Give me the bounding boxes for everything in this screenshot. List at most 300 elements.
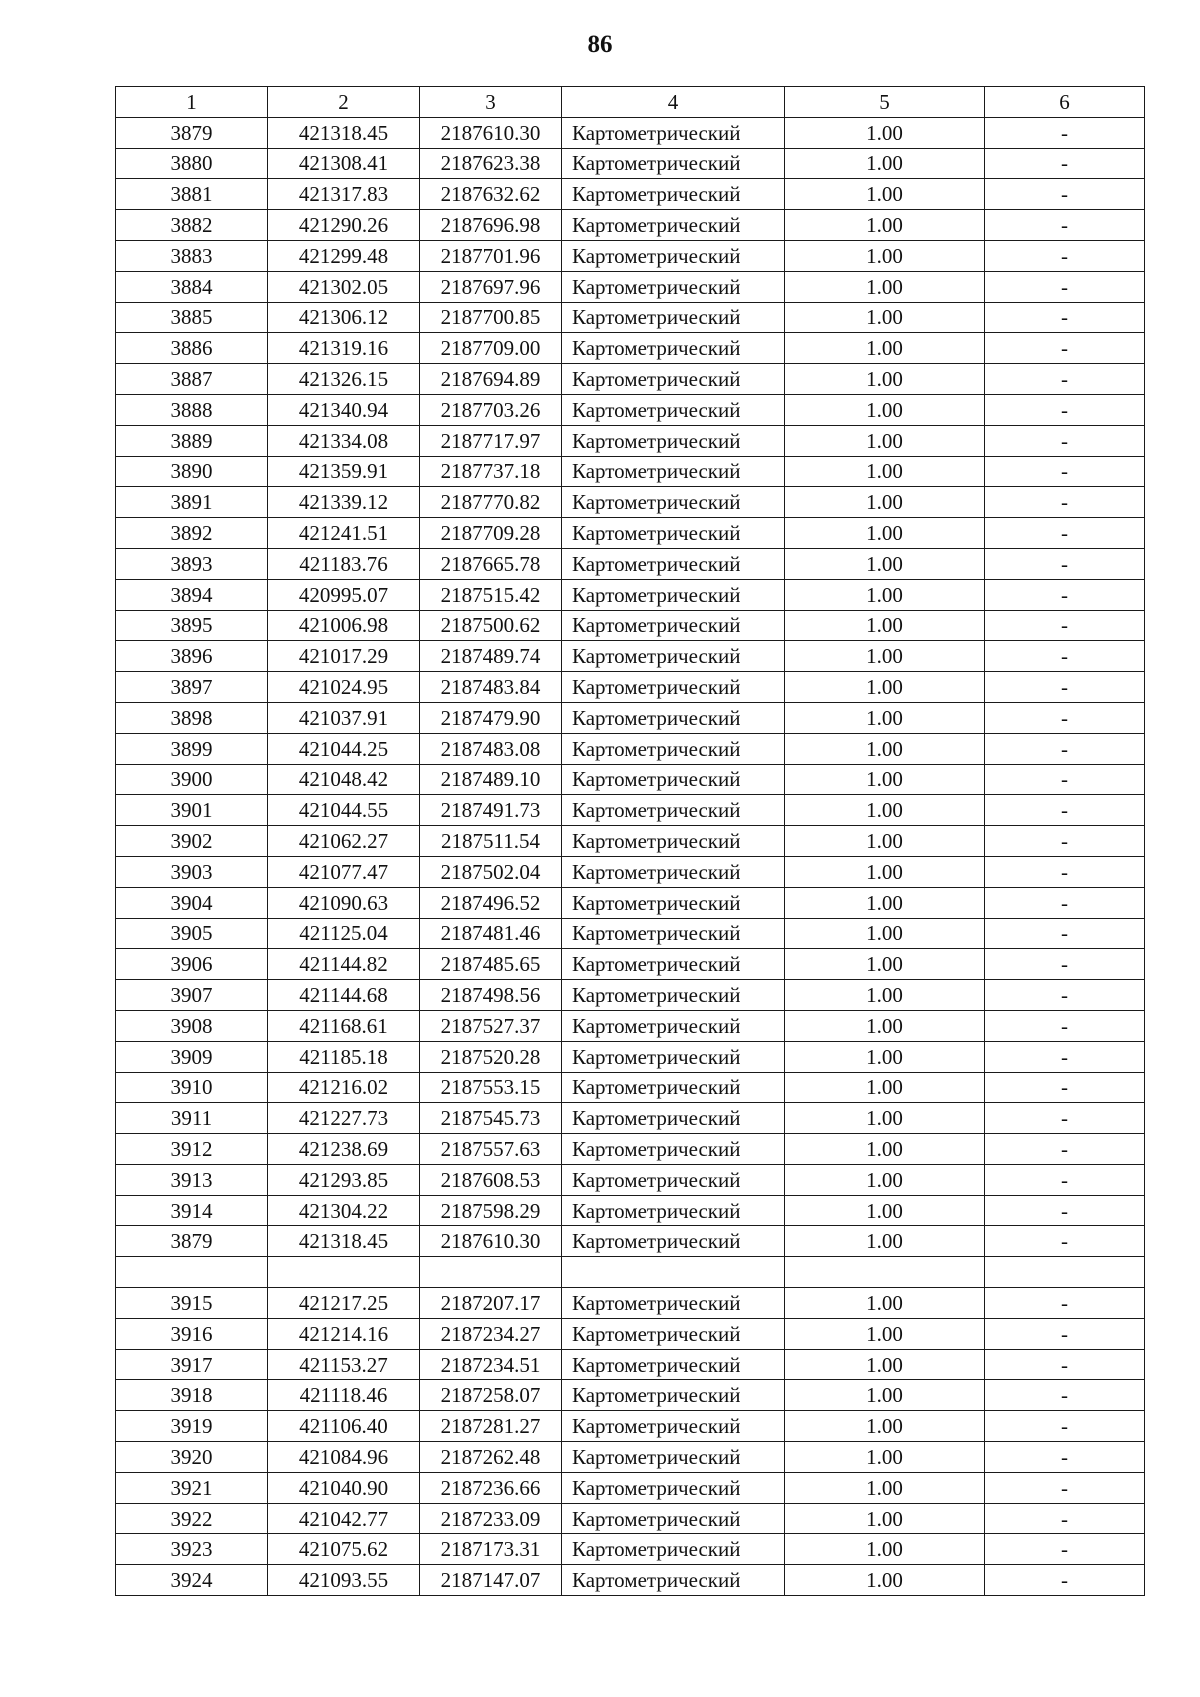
accuracy-cell: 1.00 [785, 1226, 985, 1257]
method-cell: Картометрический [562, 764, 785, 795]
point-number-cell: 3902 [116, 826, 268, 857]
x-coordinate-cell: 421093.55 [268, 1565, 420, 1596]
y-coordinate-cell: 2187233.09 [420, 1503, 562, 1534]
table-row [116, 179, 1145, 210]
accuracy-cell: 1.00 [785, 1349, 985, 1380]
table-row [116, 1195, 1145, 1226]
table-cell [562, 1257, 785, 1288]
point-number-cell: 3901 [116, 795, 268, 826]
note-cell: - [985, 733, 1145, 764]
y-coordinate-cell: 2187234.51 [420, 1349, 562, 1380]
accuracy-cell: 1.00 [785, 1288, 985, 1319]
x-coordinate-cell: 421299.48 [268, 240, 420, 271]
x-coordinate-cell: 421062.27 [268, 826, 420, 857]
method-cell: Картометрический [562, 949, 785, 980]
table-row [116, 240, 1145, 271]
table-row [116, 887, 1145, 918]
point-number-cell: 3906 [116, 949, 268, 980]
table-row [116, 764, 1145, 795]
point-number-cell: 3881 [116, 179, 268, 210]
note-cell: - [985, 579, 1145, 610]
y-coordinate-cell: 2187500.62 [420, 610, 562, 641]
x-coordinate-cell: 421238.69 [268, 1134, 420, 1165]
point-number-cell: 3919 [116, 1411, 268, 1442]
accuracy-cell: 1.00 [785, 1041, 985, 1072]
x-coordinate-cell: 421040.90 [268, 1472, 420, 1503]
note-cell: - [985, 364, 1145, 395]
y-coordinate-cell: 2187610.30 [420, 1226, 562, 1257]
method-cell: Картометрический [562, 364, 785, 395]
point-number-cell: 3897 [116, 672, 268, 703]
note-cell: - [985, 271, 1145, 302]
x-coordinate-cell: 421077.47 [268, 856, 420, 887]
x-coordinate-cell: 421293.85 [268, 1164, 420, 1195]
note-cell: - [985, 1534, 1145, 1565]
y-coordinate-cell: 2187262.48 [420, 1442, 562, 1473]
note-cell: - [985, 980, 1145, 1011]
method-cell: Картометрический [562, 887, 785, 918]
method-cell: Картометрический [562, 456, 785, 487]
point-number-cell: 3893 [116, 548, 268, 579]
note-cell: - [985, 1195, 1145, 1226]
point-number-cell: 3921 [116, 1472, 268, 1503]
accuracy-cell: 1.00 [785, 1442, 985, 1473]
header-row [116, 87, 1145, 118]
y-coordinate-cell: 2187173.31 [420, 1534, 562, 1565]
method-cell: Картометрический [562, 179, 785, 210]
accuracy-cell: 1.00 [785, 702, 985, 733]
x-coordinate-cell: 421090.63 [268, 887, 420, 918]
table-row [116, 271, 1145, 302]
table-row [116, 1072, 1145, 1103]
y-coordinate-cell: 2187491.73 [420, 795, 562, 826]
y-coordinate-cell: 2187207.17 [420, 1288, 562, 1319]
table-row [116, 1442, 1145, 1473]
note-cell: - [985, 1411, 1145, 1442]
point-number-cell: 3900 [116, 764, 268, 795]
y-coordinate-cell: 2187701.96 [420, 240, 562, 271]
accuracy-cell: 1.00 [785, 210, 985, 241]
point-number-cell: 3883 [116, 240, 268, 271]
y-coordinate-cell: 2187608.53 [420, 1164, 562, 1195]
point-number-cell: 3924 [116, 1565, 268, 1596]
note-cell: - [985, 1134, 1145, 1165]
x-coordinate-cell: 421334.08 [268, 425, 420, 456]
note-cell: - [985, 1318, 1145, 1349]
y-coordinate-cell: 2187281.27 [420, 1411, 562, 1442]
method-cell: Картометрический [562, 240, 785, 271]
accuracy-cell: 1.00 [785, 1534, 985, 1565]
note-cell: - [985, 702, 1145, 733]
x-coordinate-cell: 421290.26 [268, 210, 420, 241]
x-coordinate-cell: 421308.41 [268, 148, 420, 179]
method-cell: Картометрический [562, 1472, 785, 1503]
accuracy-cell: 1.00 [785, 980, 985, 1011]
table-cell [785, 1257, 985, 1288]
method-cell: Картометрический [562, 210, 785, 241]
accuracy-cell: 1.00 [785, 856, 985, 887]
x-coordinate-cell: 421302.05 [268, 271, 420, 302]
method-cell: Картометрический [562, 610, 785, 641]
method-cell: Картометрический [562, 425, 785, 456]
table-row [116, 1472, 1145, 1503]
column-header-4: 4 [562, 87, 785, 118]
note-cell: - [985, 1288, 1145, 1319]
method-cell: Картометрический [562, 1226, 785, 1257]
method-cell: Картометрический [562, 856, 785, 887]
x-coordinate-cell: 421168.61 [268, 1010, 420, 1041]
accuracy-cell: 1.00 [785, 949, 985, 980]
note-cell: - [985, 1380, 1145, 1411]
x-coordinate-cell: 421144.82 [268, 949, 420, 980]
y-coordinate-cell: 2187709.00 [420, 333, 562, 364]
accuracy-cell: 1.00 [785, 579, 985, 610]
note-cell: - [985, 1226, 1145, 1257]
column-header-2: 2 [268, 87, 420, 118]
note-cell: - [985, 1472, 1145, 1503]
accuracy-cell: 1.00 [785, 1380, 985, 1411]
point-number-cell: 3908 [116, 1010, 268, 1041]
y-coordinate-cell: 2187697.96 [420, 271, 562, 302]
point-number-cell: 3887 [116, 364, 268, 395]
note-cell: - [985, 518, 1145, 549]
accuracy-cell: 1.00 [785, 518, 985, 549]
accuracy-cell: 1.00 [785, 333, 985, 364]
method-cell: Картометрический [562, 333, 785, 364]
accuracy-cell: 1.00 [785, 1103, 985, 1134]
accuracy-cell: 1.00 [785, 394, 985, 425]
accuracy-cell: 1.00 [785, 1472, 985, 1503]
y-coordinate-cell: 2187496.52 [420, 887, 562, 918]
point-number-cell: 3911 [116, 1103, 268, 1134]
method-cell: Картометрический [562, 271, 785, 302]
point-number-cell: 3914 [116, 1195, 268, 1226]
point-number-cell: 3922 [116, 1503, 268, 1534]
note-cell: - [985, 548, 1145, 579]
accuracy-cell: 1.00 [785, 425, 985, 456]
table-separator [116, 1257, 1145, 1288]
table-row [116, 641, 1145, 672]
note-cell: - [985, 1072, 1145, 1103]
note-cell: - [985, 1442, 1145, 1473]
accuracy-cell: 1.00 [785, 1164, 985, 1195]
note-cell: - [985, 1010, 1145, 1041]
x-coordinate-cell: 421217.25 [268, 1288, 420, 1319]
accuracy-cell: 1.00 [785, 733, 985, 764]
note-cell: - [985, 333, 1145, 364]
column-header-3: 3 [420, 87, 562, 118]
x-coordinate-cell: 421317.83 [268, 179, 420, 210]
table-row [116, 1411, 1145, 1442]
x-coordinate-cell: 421144.68 [268, 980, 420, 1011]
method-cell: Картометрический [562, 1442, 785, 1473]
table-row [116, 1503, 1145, 1534]
table-row [116, 394, 1145, 425]
note-cell: - [985, 456, 1145, 487]
y-coordinate-cell: 2187665.78 [420, 548, 562, 579]
method-cell: Картометрический [562, 1103, 785, 1134]
method-cell: Картометрический [562, 1565, 785, 1596]
point-number-cell: 3880 [116, 148, 268, 179]
x-coordinate-cell: 421318.45 [268, 1226, 420, 1257]
table-row [116, 672, 1145, 703]
x-coordinate-cell: 421227.73 [268, 1103, 420, 1134]
point-number-cell: 3888 [116, 394, 268, 425]
accuracy-cell: 1.00 [785, 1318, 985, 1349]
y-coordinate-cell: 2187481.46 [420, 918, 562, 949]
y-coordinate-cell: 2187598.29 [420, 1195, 562, 1226]
column-header-6: 6 [985, 87, 1145, 118]
method-cell: Картометрический [562, 487, 785, 518]
table-row [116, 518, 1145, 549]
point-number-cell: 3915 [116, 1288, 268, 1319]
table-row [116, 117, 1145, 148]
note-cell: - [985, 610, 1145, 641]
method-cell: Картометрический [562, 579, 785, 610]
y-coordinate-cell: 2187632.62 [420, 179, 562, 210]
y-coordinate-cell: 2187737.18 [420, 456, 562, 487]
y-coordinate-cell: 2187696.98 [420, 210, 562, 241]
note-cell: - [985, 856, 1145, 887]
point-number-cell: 3896 [116, 641, 268, 672]
y-coordinate-cell: 2187234.27 [420, 1318, 562, 1349]
table-row [116, 1010, 1145, 1041]
table-row [116, 364, 1145, 395]
method-cell: Картометрический [562, 980, 785, 1011]
x-coordinate-cell: 421326.15 [268, 364, 420, 395]
point-number-cell: 3879 [116, 117, 268, 148]
method-cell: Картометрический [562, 1072, 785, 1103]
method-cell: Картометрический [562, 1534, 785, 1565]
table-body-group-2 [116, 1288, 1145, 1596]
method-cell: Картометрический [562, 1010, 785, 1041]
table-row [116, 1041, 1145, 1072]
method-cell: Картометрический [562, 518, 785, 549]
method-cell: Картометрический [562, 733, 785, 764]
x-coordinate-cell: 421118.46 [268, 1380, 420, 1411]
y-coordinate-cell: 2187483.08 [420, 733, 562, 764]
point-number-cell: 3913 [116, 1164, 268, 1195]
accuracy-cell: 1.00 [785, 887, 985, 918]
point-number-cell: 3910 [116, 1072, 268, 1103]
x-coordinate-cell: 421153.27 [268, 1349, 420, 1380]
y-coordinate-cell: 2187717.97 [420, 425, 562, 456]
column-header-1: 1 [116, 87, 268, 118]
table-row [116, 1164, 1145, 1195]
x-coordinate-cell: 421241.51 [268, 518, 420, 549]
note-cell: - [985, 672, 1145, 703]
note-cell: - [985, 394, 1145, 425]
table-cell [268, 1257, 420, 1288]
x-coordinate-cell: 421340.94 [268, 394, 420, 425]
table-row [116, 302, 1145, 333]
point-number-cell: 3886 [116, 333, 268, 364]
note-cell: - [985, 117, 1145, 148]
note-cell: - [985, 1164, 1145, 1195]
x-coordinate-cell: 421075.62 [268, 1534, 420, 1565]
table-row [116, 1318, 1145, 1349]
y-coordinate-cell: 2187703.26 [420, 394, 562, 425]
table-row [116, 579, 1145, 610]
y-coordinate-cell: 2187553.15 [420, 1072, 562, 1103]
accuracy-cell: 1.00 [785, 364, 985, 395]
table-row [116, 487, 1145, 518]
method-cell: Картометрический [562, 394, 785, 425]
y-coordinate-cell: 2187700.85 [420, 302, 562, 333]
y-coordinate-cell: 2187511.54 [420, 826, 562, 857]
table-cell [116, 1257, 268, 1288]
y-coordinate-cell: 2187520.28 [420, 1041, 562, 1072]
point-number-cell: 3917 [116, 1349, 268, 1380]
method-cell: Картометрический [562, 918, 785, 949]
x-coordinate-cell: 421024.95 [268, 672, 420, 703]
x-coordinate-cell: 421185.18 [268, 1041, 420, 1072]
point-number-cell: 3895 [116, 610, 268, 641]
note-cell: - [985, 148, 1145, 179]
point-number-cell: 3904 [116, 887, 268, 918]
x-coordinate-cell: 420995.07 [268, 579, 420, 610]
accuracy-cell: 1.00 [785, 487, 985, 518]
x-coordinate-cell: 421084.96 [268, 1442, 420, 1473]
table-cell [985, 1257, 1145, 1288]
note-cell: - [985, 795, 1145, 826]
accuracy-cell: 1.00 [785, 610, 985, 641]
accuracy-cell: 1.00 [785, 117, 985, 148]
point-number-cell: 3907 [116, 980, 268, 1011]
note-cell: - [985, 302, 1145, 333]
note-cell: - [985, 240, 1145, 271]
method-cell: Картометрический [562, 1349, 785, 1380]
note-cell: - [985, 826, 1145, 857]
note-cell: - [985, 949, 1145, 980]
x-coordinate-cell: 421214.16 [268, 1318, 420, 1349]
accuracy-cell: 1.00 [785, 148, 985, 179]
point-number-cell: 3912 [116, 1134, 268, 1165]
point-number-cell: 3890 [116, 456, 268, 487]
point-number-cell: 3892 [116, 518, 268, 549]
point-number-cell: 3920 [116, 1442, 268, 1473]
note-cell: - [985, 425, 1145, 456]
x-coordinate-cell: 421216.02 [268, 1072, 420, 1103]
note-cell: - [985, 641, 1145, 672]
y-coordinate-cell: 2187770.82 [420, 487, 562, 518]
table-row [116, 610, 1145, 641]
method-cell: Картометрический [562, 148, 785, 179]
table-row [116, 210, 1145, 241]
coordinates-table [115, 86, 1145, 1596]
method-cell: Картометрический [562, 1318, 785, 1349]
x-coordinate-cell: 421042.77 [268, 1503, 420, 1534]
method-cell: Картометрический [562, 1411, 785, 1442]
note-cell: - [985, 487, 1145, 518]
accuracy-cell: 1.00 [785, 1503, 985, 1534]
y-coordinate-cell: 2187694.89 [420, 364, 562, 395]
method-cell: Картометрический [562, 1380, 785, 1411]
note-cell: - [985, 210, 1145, 241]
x-coordinate-cell: 421044.55 [268, 795, 420, 826]
point-number-cell: 3918 [116, 1380, 268, 1411]
table-row [116, 425, 1145, 456]
accuracy-cell: 1.00 [785, 179, 985, 210]
y-coordinate-cell: 2187709.28 [420, 518, 562, 549]
method-cell: Картометрический [562, 117, 785, 148]
method-cell: Картометрический [562, 1134, 785, 1165]
table-row [116, 1288, 1145, 1319]
note-cell: - [985, 1503, 1145, 1534]
table-body-group-1 [116, 117, 1145, 1256]
method-cell: Картометрический [562, 672, 785, 703]
method-cell: Картометрический [562, 1288, 785, 1319]
x-coordinate-cell: 421125.04 [268, 918, 420, 949]
table-row [116, 733, 1145, 764]
y-coordinate-cell: 2187147.07 [420, 1565, 562, 1596]
x-coordinate-cell: 421304.22 [268, 1195, 420, 1226]
accuracy-cell: 1.00 [785, 641, 985, 672]
table-row [116, 826, 1145, 857]
table-row [116, 795, 1145, 826]
accuracy-cell: 1.00 [785, 240, 985, 271]
y-coordinate-cell: 2187483.84 [420, 672, 562, 703]
table-row [116, 148, 1145, 179]
table-row [116, 1134, 1145, 1165]
point-number-cell: 3903 [116, 856, 268, 887]
x-coordinate-cell: 421037.91 [268, 702, 420, 733]
table-header [116, 87, 1145, 118]
table-row [116, 1565, 1145, 1596]
accuracy-cell: 1.00 [785, 1195, 985, 1226]
point-number-cell: 3905 [116, 918, 268, 949]
x-coordinate-cell: 421359.91 [268, 456, 420, 487]
y-coordinate-cell: 2187479.90 [420, 702, 562, 733]
accuracy-cell: 1.00 [785, 672, 985, 703]
x-coordinate-cell: 421048.42 [268, 764, 420, 795]
y-coordinate-cell: 2187623.38 [420, 148, 562, 179]
point-number-cell: 3879 [116, 1226, 268, 1257]
table-row [116, 548, 1145, 579]
note-cell: - [985, 764, 1145, 795]
method-cell: Картометрический [562, 1164, 785, 1195]
blank-separator-row [116, 1257, 1145, 1288]
x-coordinate-cell: 421106.40 [268, 1411, 420, 1442]
table-row [116, 333, 1145, 364]
method-cell: Картометрический [562, 302, 785, 333]
x-coordinate-cell: 421306.12 [268, 302, 420, 333]
y-coordinate-cell: 2187502.04 [420, 856, 562, 887]
page-number: 86 [587, 31, 613, 58]
point-number-cell: 3899 [116, 733, 268, 764]
y-coordinate-cell: 2187489.74 [420, 641, 562, 672]
accuracy-cell: 1.00 [785, 548, 985, 579]
table-row [116, 1534, 1145, 1565]
y-coordinate-cell: 2187485.65 [420, 949, 562, 980]
accuracy-cell: 1.00 [785, 826, 985, 857]
accuracy-cell: 1.00 [785, 271, 985, 302]
accuracy-cell: 1.00 [785, 795, 985, 826]
accuracy-cell: 1.00 [785, 764, 985, 795]
table-row [116, 1380, 1145, 1411]
accuracy-cell: 1.00 [785, 1010, 985, 1041]
y-coordinate-cell: 2187489.10 [420, 764, 562, 795]
point-number-cell: 3889 [116, 425, 268, 456]
method-cell: Картометрический [562, 1041, 785, 1072]
y-coordinate-cell: 2187610.30 [420, 117, 562, 148]
point-number-cell: 3882 [116, 210, 268, 241]
y-coordinate-cell: 2187258.07 [420, 1380, 562, 1411]
y-coordinate-cell: 2187527.37 [420, 1010, 562, 1041]
point-number-cell: 3894 [116, 579, 268, 610]
note-cell: - [985, 1103, 1145, 1134]
note-cell: - [985, 1041, 1145, 1072]
